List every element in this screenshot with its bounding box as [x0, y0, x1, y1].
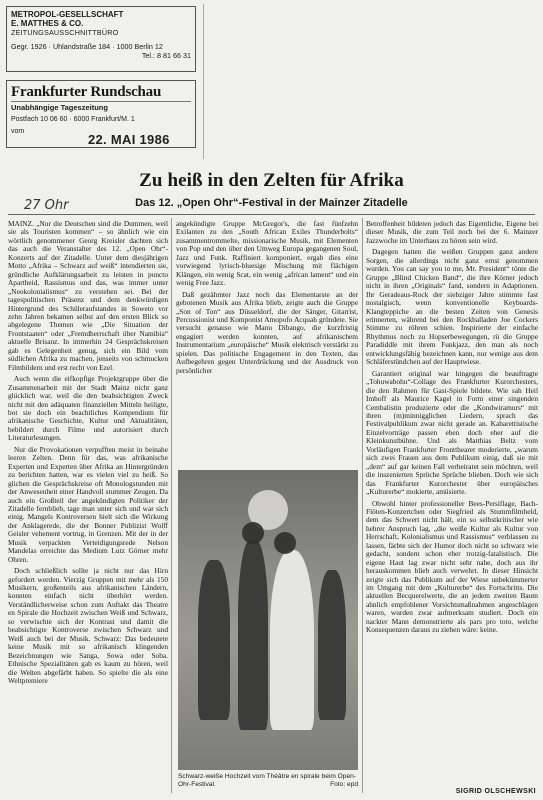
paragraph: Auch wenn die eifkopfige Projektgruppe über die Zusammenarbeit mit der Stadt Mainz nicht ganz glücklich war, weil die den beabsichtigten Zweck nicht mit den adäquaten finanziellen Mitteln heiligte, bot sie doch ein beachtliches Kompendium für afrikanische Geschichte, Kultur und Aktualitäten, bebildert durch Filme und autorisiert durch Literaturlesungen. [8, 374, 168, 443]
agency-phone: Tel.: 8 81 66 31 [141, 50, 191, 60]
column-separator [362, 218, 363, 793]
clipping-agency-stamp [6, 6, 196, 72]
stamp-divider [203, 4, 204, 159]
agency-name: METROPOL-GESELLSCHAFT [11, 10, 124, 19]
paragraph: Obwohl hinter professioneller Bees-Persiflage, Bach-Flöten-Konzertchen oder Siegfried als Stummfilmheld, dem das Schwert nicht hält, ein so selbstkritischer wie hehrer Anspruch lag, „die weiße Kultur als Kultur von Herrschaft, Kolonialismus und Rassismus“ verblassen zu lassen, färbte sich der Humor doch nicht so schwarz wie gedacht, sondern schon eher trotzig-fatalistisch. Die eigene Haut lag zwar nicht sehr nahe, doch aus ihr herauskommen blieb auch verwehrt. In dieser Hinsicht zeigte sich das Publikum auf der Wiese unbekümmerter im Umgang mit dem „Kulturerbe“ des Fortschritts. Die aktuellen Becquerelwerte, die an jedem zweiten Baum ahnlich empfohlener Vorsichtsmaßnahmen angeschlagen waren, wurden zwar aufmerksam studiert. Doch ein nackter Mann demonstrierte als pars pro toto, welche Konsequenzen daraus zu ziehen wäre: keine. [366, 498, 538, 635]
paragraph: Daß gezähmter Jazz noch das Elementarste an der gebotenen Musik aus Afrika blieb, zeigte auch die Gruppe „Son of Ton“ aus Düsseldorf, die der Sänger, Gitarrist, Percussionist und Komponist Amopofo Acquah gründete. Sie versucht genauso wie Manu Dibango, die kurzfristig engagiert werden konnten, auf afrikanischem Instrumentarium „europäische“ Musik elektrisch verstärkt zu spielen. Das politische Engagement in den Texten, das Aufbegehren gegen Unterdrückung und der Ausdruck von persönlicher [176, 289, 358, 375]
paragraph: MAINZ. „Nur die Deutschen sind die Dummen, weil sie als Touristen kommen“ – so ähnlich wie ein wörtlich genommener Georg Kreisler dachten sich das auch die Veranstalter des 12. „Open Ohr“-Konzerts auf der Zitadelle. Unter dem diesjährigen Motto „Afrika – Schwarz auf weiß“ intendierten sie, gründliche Aufklärungsarbeit zu leisten in puncto Apartheid, Rassismus und das, was immer unter „Neokolonialismus“ zu verstehen sei. Bei der tagespolitischen Präsenz und dem denkwürdigen Hintergrund des Schüleraufstandes in Soweto vor zehn Jahren bekamen selbst auf den ersten Blick so abgelegene Themen wie „Die Situation der Frontstaaten“ oder „Fremdherrschaft über Namibia“ aktuelle Brisanz. In immerhin 24 Gesprächskreisen gab es Gelegenheit genug, sich ein Bild vom südlichen Afrika zu machen, jenseits von schmucken Filmbildern und erst recht von Ezel. [8, 219, 168, 372]
newspaper-address: Postfach 10 06 60 · 6000 Frankfurt/M. 1 [11, 115, 135, 123]
headline-rule [8, 214, 535, 215]
newspaper-name: Frankfurter Rundschau [11, 84, 191, 102]
festival-photo [178, 470, 358, 770]
paragraph: Betroffenheit bildeten jedoch das Eigentliche, Eigene bei dieser Musik, die zum Teil noch bei der 6. Mainzer Jazzwoche im Unterhaus zu hören sein wird. [366, 219, 538, 245]
date-prefix: vom [11, 128, 25, 136]
photo-credit: Foto: epd [330, 781, 358, 788]
paragraph: Garantiert original war hingegen die beauftragte „Tohuwabohu“-Collage des Frankfurter Kurorchesters, die den Rahmen für Gast-Spiele bildete. Wie sah Heil Imhoff als Maurice Kagel in Form einer singenden Cembalistin produzierte oder die „Kondwiramurs“ mit ihren (m)minnigglichen Liedern, sprach das Festivalpublikum zwar nicht gerade an. Kabarettistische Einzelvorträge passen eben doch eher auf die Kleinkunstbühne. Und als Matthias Beltz vom Vorläufigen Frankfurter Frontthearer moderierte, „warum sich zwei Frauen aus dem Publikum einig, daß sie mit „dem“ auf gar keinen Fall verheiratet sein möchten, weil die inszenierten Sprüche Sprüche blieben. Doch wie sich das Frankfurter Kurorchester über europäisches „Kulturerbe“ mokierte, amüsierte. [366, 368, 538, 497]
column-separator [171, 218, 172, 793]
caption-text: Schwarz-weiße Hochzeit vom Théâtre en spirale beim Open-Ohr-Festival. [178, 773, 356, 788]
agency-address: Gegr. 1926 · Uhlandstraße 184 · 1000 Berlin 12 [11, 41, 163, 51]
article-headline: Zu heiß in den Zelten für Afrika [139, 170, 404, 191]
handwritten-note: 27 Ohr [24, 198, 69, 213]
paragraph: Nur die Provokationen verpufften meist in beinahe leeren Zelten. Denn für das, was afrikanische Experten und Experten über Afrika an Hintergründen zu berichten hatten, war es vielen viel zu heiß. So glichen die Gesprächskreise oft Monologstunden mit der Anwesenheit einer Handvoll stummer Zeugen. Da auch ein Großteil der angekündigten Politiker der Zitadelle fernblieb, tage man unter sich und war sich einig. Mangels Kontroversen hielt sich die Wirkung der Anklagerede, die der Bonner Publizist Wolff Geisler vehement vortrug, in Grenzen. Mit der in der Musik verpackten Verteidigungsrede Nelson Mandelas erreichte das Medium Lutz Görner mehr Ohren. [8, 444, 168, 564]
newspaper-tagline: Unabhängige Tageszeitung [11, 103, 108, 112]
agency-owner: E. MATTHES & CO. [11, 19, 84, 29]
agency-type: ZEITUNGSAUSSCHNITTBÜRO [11, 28, 119, 38]
article-subhead: Das 12. „Open Ohr“-Festival in der Mainzer Zitadelle [135, 197, 408, 209]
photo-caption [178, 773, 358, 789]
author-byline: SIGRID OLSCHEWSKI [455, 788, 536, 795]
article-column-2 [176, 220, 358, 475]
paragraph: angekündigte Gruppe McGregor's, die fast fünfzehn Exilanten zu den „South African Exiles Thunderbolts“ zusammentrommelte, missionarische Musik, mit Elementen von Pop und den über den Umweg Europa gegangenen Soul, Jazz und Funk. Raffiniert komponiert, ergab dies eine vorwiegend lyrisch-bluesige Mischung mit flächigen Klängen, ein wenig Scat, ein wenig „african lament“ und ein wenig Free Jazz. [176, 219, 358, 288]
article-column-3 [366, 220, 538, 788]
date-stamp: 22. MAI 1986 [88, 132, 170, 147]
paragraph: Dagegen hatten die weißen Gruppen ganz andere Sorgen, die allerdings nicht ganz ernst genommen wurden. You can say you to me, Mr. President“ tönte die Gruppe „Blind Chicken Band“, die ihre Körner jedoch nicht in ihren „Originals“ fand, sondern in Adaptionen. Ihr Geradeaus-Rock der siebziger Jahre stimmte fast nostalgisch, wenn konventionelle Keyboards-Klangteppiche an die besten Zeiten von Genesis erinnerten, während bei den Rockballaden Joe Cockers Stimme zu röhren schien. Inspirierte der einfache Rhythmus noch zu Hopserbewegungen, rü die Gruppe Paradiddle mit ihrem Funkjazz, den man als noch entwicklungsfähig bezeichnen kann, nur wenige aus dem Schläferstündchen auf der Hauptwiese. [366, 247, 538, 367]
article-column-1 [8, 220, 168, 795]
paragraph: Doch schließlich sollte ja nicht nur das Hirn gefordert werden. Vierzig Gruppen mit mehr als 150 Musikern, großenteils aus afrikanischen Ländern, konnten einfach nicht überhört werden. Verständlicherweise schon zum Auftakt das Theatre en Spirale die Hochzeit zwischen Weiß und Schwarz, so verwischte sich der Kontrast und damit die beabsichtigte Kontroverse zwischen Schwarz und Weiß auch bei der Musik. Schwarz: Das bedeutete keine Musik mit so afrikanisch klingenden Bezeichnungen wie Sanga, Sowa oder Soba. Ethnische Spezialitäten gab es kaum zu hören, weil die Welten abgefärbt haben. So spielte die als eine Weltpremiere [8, 566, 168, 686]
